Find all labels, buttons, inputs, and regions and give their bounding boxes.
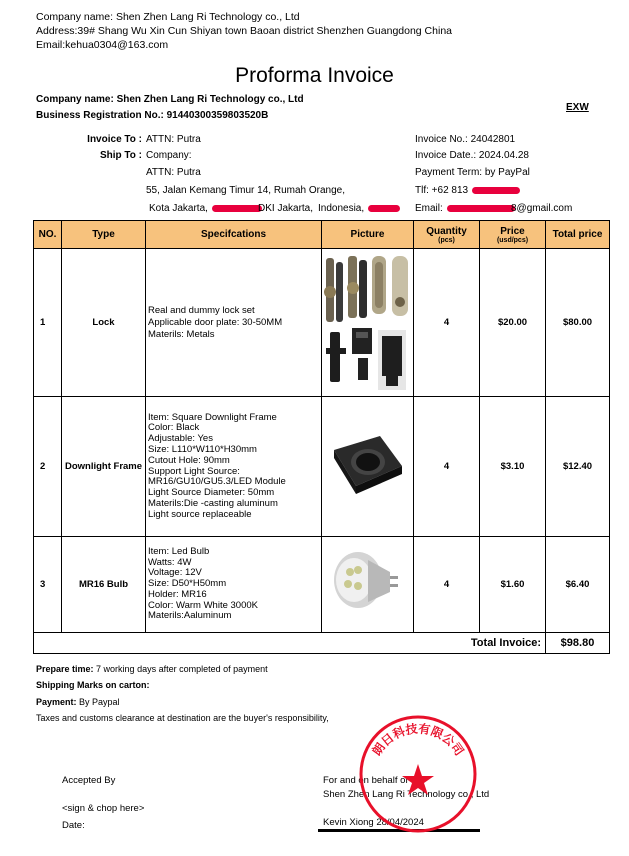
total-label: Total Invoice: bbox=[34, 633, 546, 654]
total-row bbox=[34, 633, 610, 654]
company-name-line: Company name: Shen Zhen Lang Ri Technology co., Ltd bbox=[36, 94, 304, 105]
row-price: $20.00 bbox=[480, 249, 546, 397]
email-suffix: 8@gmail.com bbox=[511, 203, 573, 214]
spec-line: Applicable door plate: 30-50MM bbox=[148, 316, 283, 328]
spec-line: Color: Black bbox=[148, 422, 200, 434]
ship-address-2c: Indonesia, bbox=[318, 203, 365, 214]
spec-line: Cutout Hole: 90mm bbox=[148, 454, 230, 466]
redaction-mark bbox=[472, 187, 520, 194]
invoice-to-value: ATTN: Putra bbox=[146, 134, 201, 145]
spec-line: Light Source Diameter: 50mm bbox=[148, 487, 275, 499]
spec-line: Adjustable: Yes bbox=[148, 433, 213, 445]
col-spec: Specifcations bbox=[146, 221, 322, 249]
tlf-line: Tlf: +62 813 bbox=[415, 185, 469, 196]
lock-set-image bbox=[322, 252, 412, 396]
row-total: $80.00 bbox=[546, 249, 610, 397]
row-price: $3.10 bbox=[480, 397, 546, 537]
spec-line: Materils:Die -casting aluminum bbox=[148, 497, 278, 509]
invoice-number: Invoice No.: 24042801 bbox=[415, 134, 516, 145]
col-quantity bbox=[414, 221, 480, 249]
table-row bbox=[34, 397, 610, 537]
redaction-mark bbox=[447, 205, 515, 212]
payment-line bbox=[36, 697, 120, 707]
row-spec bbox=[146, 537, 322, 633]
ship-address-2a: Kota Jakarta, bbox=[149, 203, 208, 214]
prepare-time bbox=[36, 664, 268, 674]
redaction-mark bbox=[368, 205, 400, 212]
row-type: MR16 Bulb bbox=[62, 537, 146, 633]
spec-line: Real and dummy lock set bbox=[148, 304, 255, 316]
ship-address-2b: DKI Jakarta, bbox=[258, 203, 314, 214]
seller-company-sign: Shen Zhen Lang Ri Technology co., Ltd bbox=[323, 789, 490, 800]
row-total: $12.40 bbox=[546, 397, 610, 537]
spec-line: Size: L110*W110*H30mm bbox=[148, 443, 257, 455]
col-price-unit: (usd/pcs) bbox=[496, 236, 529, 244]
business-reg-line: Business Registration No.: 91440300359803520B bbox=[36, 110, 269, 121]
col-quantity-unit: (pcs) bbox=[438, 236, 455, 244]
total-value: $98.80 bbox=[546, 633, 610, 654]
row-qty: 4 bbox=[414, 537, 480, 633]
row-price: $1.60 bbox=[480, 537, 546, 633]
spec-line: Item: Square Downlight Frame bbox=[148, 411, 277, 423]
email-label: Email: bbox=[415, 203, 443, 214]
customs-note: Taxes and customs clearance at destination are the buyer's responsibility, bbox=[36, 713, 329, 723]
row-no: 1 bbox=[34, 249, 62, 397]
payment-value: By Paypal bbox=[79, 697, 120, 707]
spec-line: Materils: Metals bbox=[148, 328, 215, 340]
spec-line: Support Light Source: bbox=[148, 465, 240, 477]
payment-label: Payment: bbox=[36, 697, 77, 707]
col-price bbox=[480, 221, 546, 249]
redaction-mark bbox=[212, 205, 262, 212]
spec-line: Item: Led Bulb bbox=[148, 545, 210, 557]
mr16-bulb-image bbox=[332, 548, 404, 614]
row-no: 2 bbox=[34, 397, 62, 537]
spec-line: Watts: 4W bbox=[148, 556, 192, 568]
spec-line: Voltage: 12V bbox=[148, 567, 202, 579]
date-label: Date: bbox=[62, 820, 85, 831]
ship-to-value: Company: bbox=[146, 150, 192, 161]
row-no: 3 bbox=[34, 537, 62, 633]
signer-line: Kevin Xiong 28/04/2024 bbox=[323, 817, 424, 828]
company-seal bbox=[356, 712, 480, 836]
row-type: Lock bbox=[62, 249, 146, 397]
incoterm: EXW bbox=[566, 102, 589, 113]
spec-line: Materils:Aaluminum bbox=[148, 610, 232, 622]
payment-term: Payment Term: by PayPal bbox=[415, 167, 530, 178]
table-header-row bbox=[34, 221, 610, 249]
invoice-to-label: Invoice To : bbox=[87, 134, 142, 145]
col-no: NO. bbox=[34, 221, 62, 249]
downlight-frame-image bbox=[330, 430, 406, 498]
prepare-label: Prepare time: bbox=[36, 664, 94, 674]
page-title: Proforma Invoice bbox=[235, 64, 394, 87]
ship-attn: ATTN: Putra bbox=[146, 167, 201, 178]
svg-text:朗日科技有限公司 bbox=[369, 721, 467, 759]
spec-line: Color: Warm White 3000K bbox=[148, 599, 258, 611]
col-price-label: Price bbox=[500, 225, 525, 237]
table-row bbox=[34, 537, 610, 633]
seller-address: Address:39# Shang Wu Xin Cun Shiyan town Baoan district Shenzhen Guangdong China bbox=[36, 25, 452, 37]
sign-chop: <sign & chop here> bbox=[62, 803, 145, 814]
invoice-date: Invoice Date.: 2024.04.28 bbox=[415, 150, 529, 161]
row-spec bbox=[146, 397, 322, 537]
accepted-by: Accepted By bbox=[62, 775, 116, 786]
row-qty: 4 bbox=[414, 397, 480, 537]
row-type: Downlight Frame bbox=[62, 397, 146, 537]
spec-line: Light source replaceable bbox=[148, 508, 252, 520]
row-total: $6.40 bbox=[546, 537, 610, 633]
col-quantity-label: Quantity bbox=[426, 225, 467, 237]
ship-address-1: 55, Jalan Kemang Timur 14, Rumah Orange, bbox=[146, 185, 345, 196]
shipping-marks: Shipping Marks on carton: bbox=[36, 680, 150, 690]
seller-company: Company name: Shen Zhen Lang Ri Technology co., Ltd bbox=[36, 11, 300, 23]
row-qty: 4 bbox=[414, 249, 480, 397]
col-total: Total price bbox=[546, 221, 610, 249]
spec-line: Size: D50*H50mm bbox=[148, 578, 227, 590]
col-picture: Picture bbox=[322, 221, 414, 249]
spec-line: Holder: MR16 bbox=[148, 588, 207, 600]
col-type: Type bbox=[62, 221, 146, 249]
prepare-value: 7 working days after completed of payment bbox=[96, 664, 268, 674]
for-behalf: For and on behalf of bbox=[323, 775, 409, 786]
ship-to-label: Ship To : bbox=[99, 150, 142, 161]
seller-email: Email:kehua0304@163.com bbox=[36, 39, 169, 51]
seal-text: 朗日科技有限公司 bbox=[369, 721, 467, 759]
spec-line: MR16/GU10/GU5.3/LED Module bbox=[148, 476, 286, 488]
row-spec bbox=[146, 249, 322, 397]
